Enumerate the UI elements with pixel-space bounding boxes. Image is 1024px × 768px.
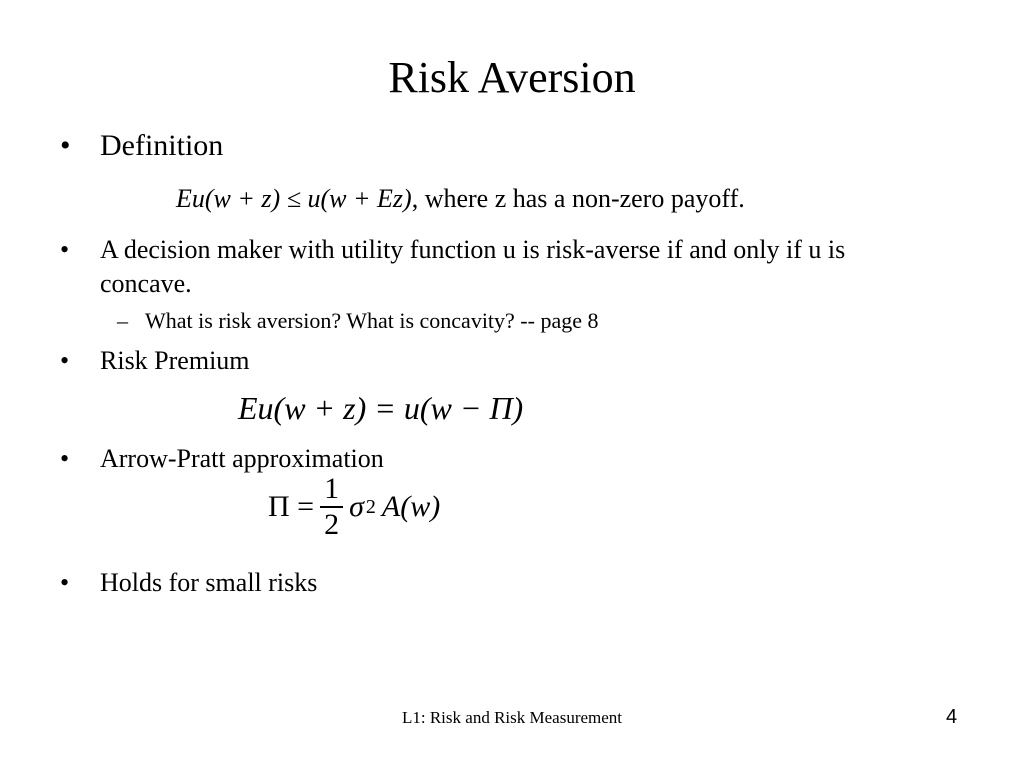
dash-marker: – [117, 308, 128, 333]
sigma-exponent: 2 [365, 495, 376, 518]
definition-equation-text: , where z has a non-zero payoff. [411, 184, 745, 213]
bullet-dot: • [60, 235, 70, 264]
sigma-symbol: σ [349, 490, 364, 523]
definition-equation [176, 182, 745, 216]
page-number: 4 [946, 706, 958, 728]
risk-premium-equation-text: Eu(w + z) = u(w − Π) [238, 390, 524, 426]
bullet-risk-averse [60, 233, 930, 301]
definition-equation-lhs: Eu(w + z) ≤ u(w + Ez) [176, 184, 412, 213]
slide-title: Risk Aversion [388, 53, 636, 102]
sub-bullet-question-text: What is risk aversion? What is concavity? -- page 8 [145, 308, 599, 333]
fraction-numerator: 1 [320, 472, 343, 508]
bullet-dot: • [60, 129, 71, 162]
bullet-small-risks-text: Holds for small risks [100, 568, 318, 597]
bullet-dot: • [60, 568, 70, 597]
bullet-dot: • [60, 444, 70, 473]
bullet-small-risks [60, 566, 317, 600]
bullet-dot: • [60, 346, 70, 375]
bullet-arrow-pratt [60, 442, 384, 476]
risk-premium-equation [238, 388, 523, 428]
fraction-denominator: 2 [324, 508, 340, 541]
bullet-risk-premium [60, 344, 250, 378]
slide-footer: L1: Risk and Risk Measurement [401, 708, 623, 727]
arrow-pratt-equation [268, 472, 440, 542]
bullet-arrow-pratt-text: Arrow-Pratt approximation [100, 444, 384, 473]
arrow-pratt-lhs: Π = [268, 490, 315, 523]
bullet-definition [60, 128, 223, 164]
bullet-definition-text: Definition [100, 129, 224, 162]
absolute-risk-aversion: A(w) [381, 490, 441, 523]
sub-bullet-question [117, 307, 599, 335]
fraction-one-half [320, 472, 343, 542]
bullet-risk-premium-text: Risk Premium [100, 346, 250, 375]
bullet-risk-averse-text: A decision maker with utility function u is risk-averse if and only if u is concave. [100, 235, 846, 298]
